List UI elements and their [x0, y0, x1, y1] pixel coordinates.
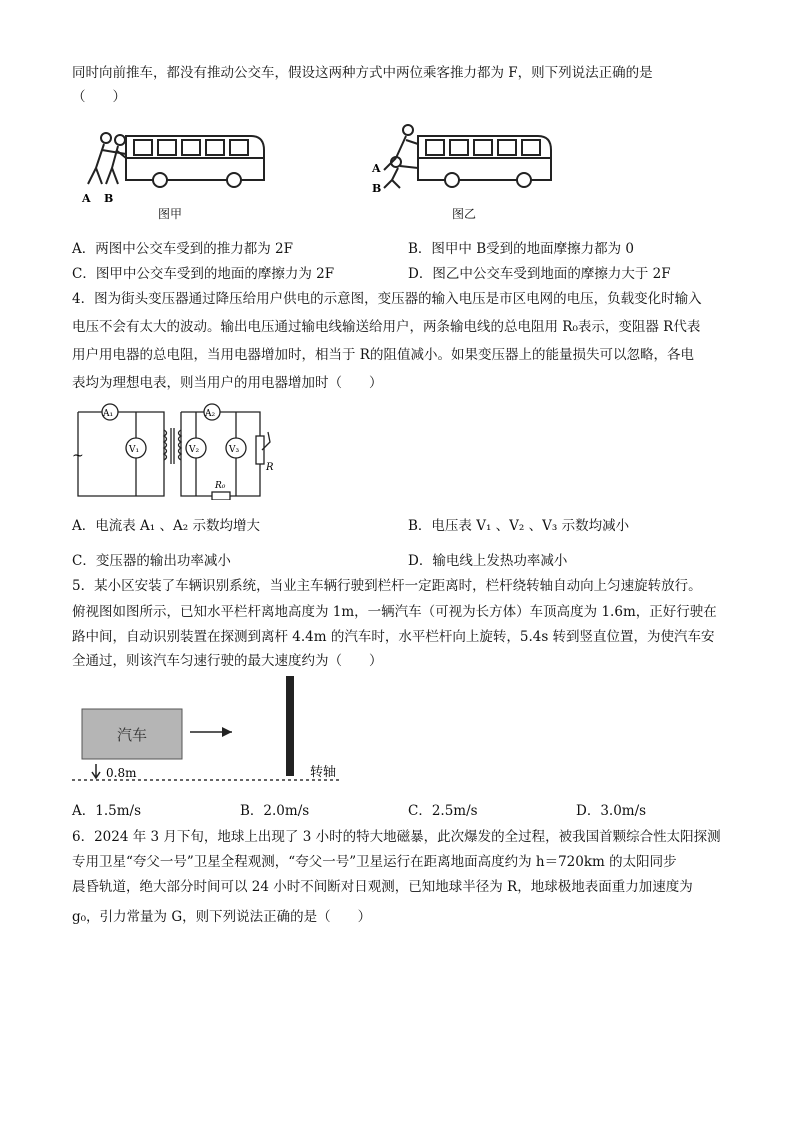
q3-stem-line-1: 同时向前推车，都没有推动公交车，假设这两种方式中两位乘客推力都为 F，则下列说法正确的是 [72, 65, 653, 81]
q5-stem-line-1: 5．某小区安装了车辆识别系统，当业主车辆行驶到栏杆一定距离时，栏杆绕转轴自动向上匀速旋转放行。 [72, 578, 702, 594]
q5-stem-line-3: 路中间，自动识别装置在探测到离杆 4.4m 的汽车时，水平栏杆向上旋转，5.4s 转到竖直位置，为使汽车安 [72, 629, 715, 645]
fig-label-b2: B [372, 182, 382, 195]
ammeter-a1-label: A₁ [103, 409, 114, 419]
axis-label: 转轴 [310, 765, 337, 780]
q4-option-b[interactable]: B．电压表 V₁ 、V₂ 、V₃ 示数均减小 [408, 518, 630, 534]
car-barrier-figure [72, 674, 362, 796]
q5-stem-line-2: 俯视图如图所示，已知水平栏杆离地高度为 1m，一辆汽车（可视为长方体）车顶高度为 1.6m，正好行驶在 [72, 604, 717, 620]
fig-label-a: A [82, 192, 91, 205]
q3-option-d[interactable]: D．图乙中公交车受到地面的摩擦力大于 2F [408, 266, 671, 282]
q4-option-d[interactable]: D．输电线上发热功率减小 [408, 553, 568, 569]
q3-option-a[interactable]: A．两图中公交车受到的推力都为 2F [72, 241, 293, 257]
voltmeter-v1-label: V₁ [129, 445, 140, 455]
q5-option-c[interactable]: C．2.5m/s [408, 803, 478, 819]
fig-label-b: B [104, 192, 114, 205]
q6-stem-line-4: g₀，引力常量为 G，则下列说法正确的是（ ） [72, 909, 372, 925]
distance-label: 0.8m [106, 766, 137, 780]
q5-option-b[interactable]: B．2.0m/s [240, 803, 310, 819]
fig-caption-right: 图乙 [452, 207, 477, 221]
q4-option-c[interactable]: C．变压器的输出功率减小 [72, 553, 231, 569]
car-label: 汽车 [117, 726, 148, 744]
q4-stem-line-2: 电压不会有太大的波动。输出电压通过输电线输送给用户，两条输电线的总电阻用 R₀表示，变阻器 R代表 [72, 319, 701, 335]
q5-stem-line-4: 全通过，则该汽车匀速行驶的最大速度约为（ ） [72, 653, 383, 669]
q4-stem-line-4: 表均为理想电表，则当用户的用电器增加时（ ） [72, 375, 383, 391]
r0-label: R₀ [215, 481, 226, 491]
q3-option-b[interactable]: B．图甲中 B受到的地面摩擦力都为 0 [408, 241, 635, 257]
voltmeter-v3-label: V₃ [229, 445, 240, 455]
ac-source-icon: ~ [72, 448, 84, 464]
voltmeter-v2-label: V₂ [189, 445, 200, 455]
q6-stem-line-2: 专用卫星“夸父一号”卫星全程观测，“夸父一号”卫星运行在距离地面高度约为 h＝720km 的太阳同步 [72, 854, 677, 870]
q6-stem-line-3: 晨昏轨道，绝大部分时间可以 24 小时不间断对日观测，已知地球半径为 R，地球极地表面重力加速度为 [72, 879, 693, 895]
r-label: R [266, 462, 274, 473]
q5-option-d[interactable]: D．3.0m/s [576, 803, 647, 819]
q4-stem-line-3: 用户用电器的总电阻，当用电器增加时，相当于 R的阻值减小。如果变压器上的能量损失可以忽略，各电 [72, 347, 694, 363]
ammeter-a2-label: A₂ [205, 409, 216, 419]
q4-stem-line-1: 4．图为街头变压器通过降压给用户供电的示意图，变压器的输入电压是市区电网的电压，负载变化时输入 [72, 291, 702, 307]
fig-label-a2: A [372, 162, 381, 175]
transformer-circuit [72, 402, 276, 500]
q3-stem-line-2: （ ） [72, 89, 126, 105]
q5-option-a[interactable]: A．1.5m/s [72, 803, 141, 819]
q6-stem-line-1: 6．2024 年 3 月下旬，地球上出现了 3 小时的特大地磁暴，此次爆发的全过程，被我国首颗综合性太阳探测 [72, 829, 721, 845]
q3-option-c[interactable]: C．图甲中公交车受到的地面的摩擦力为 2F [72, 266, 335, 282]
fig-caption-left: 图甲 [158, 207, 183, 221]
q4-option-a[interactable]: A．电流表 A₁ 、A₂ 示数均增大 [72, 518, 260, 534]
